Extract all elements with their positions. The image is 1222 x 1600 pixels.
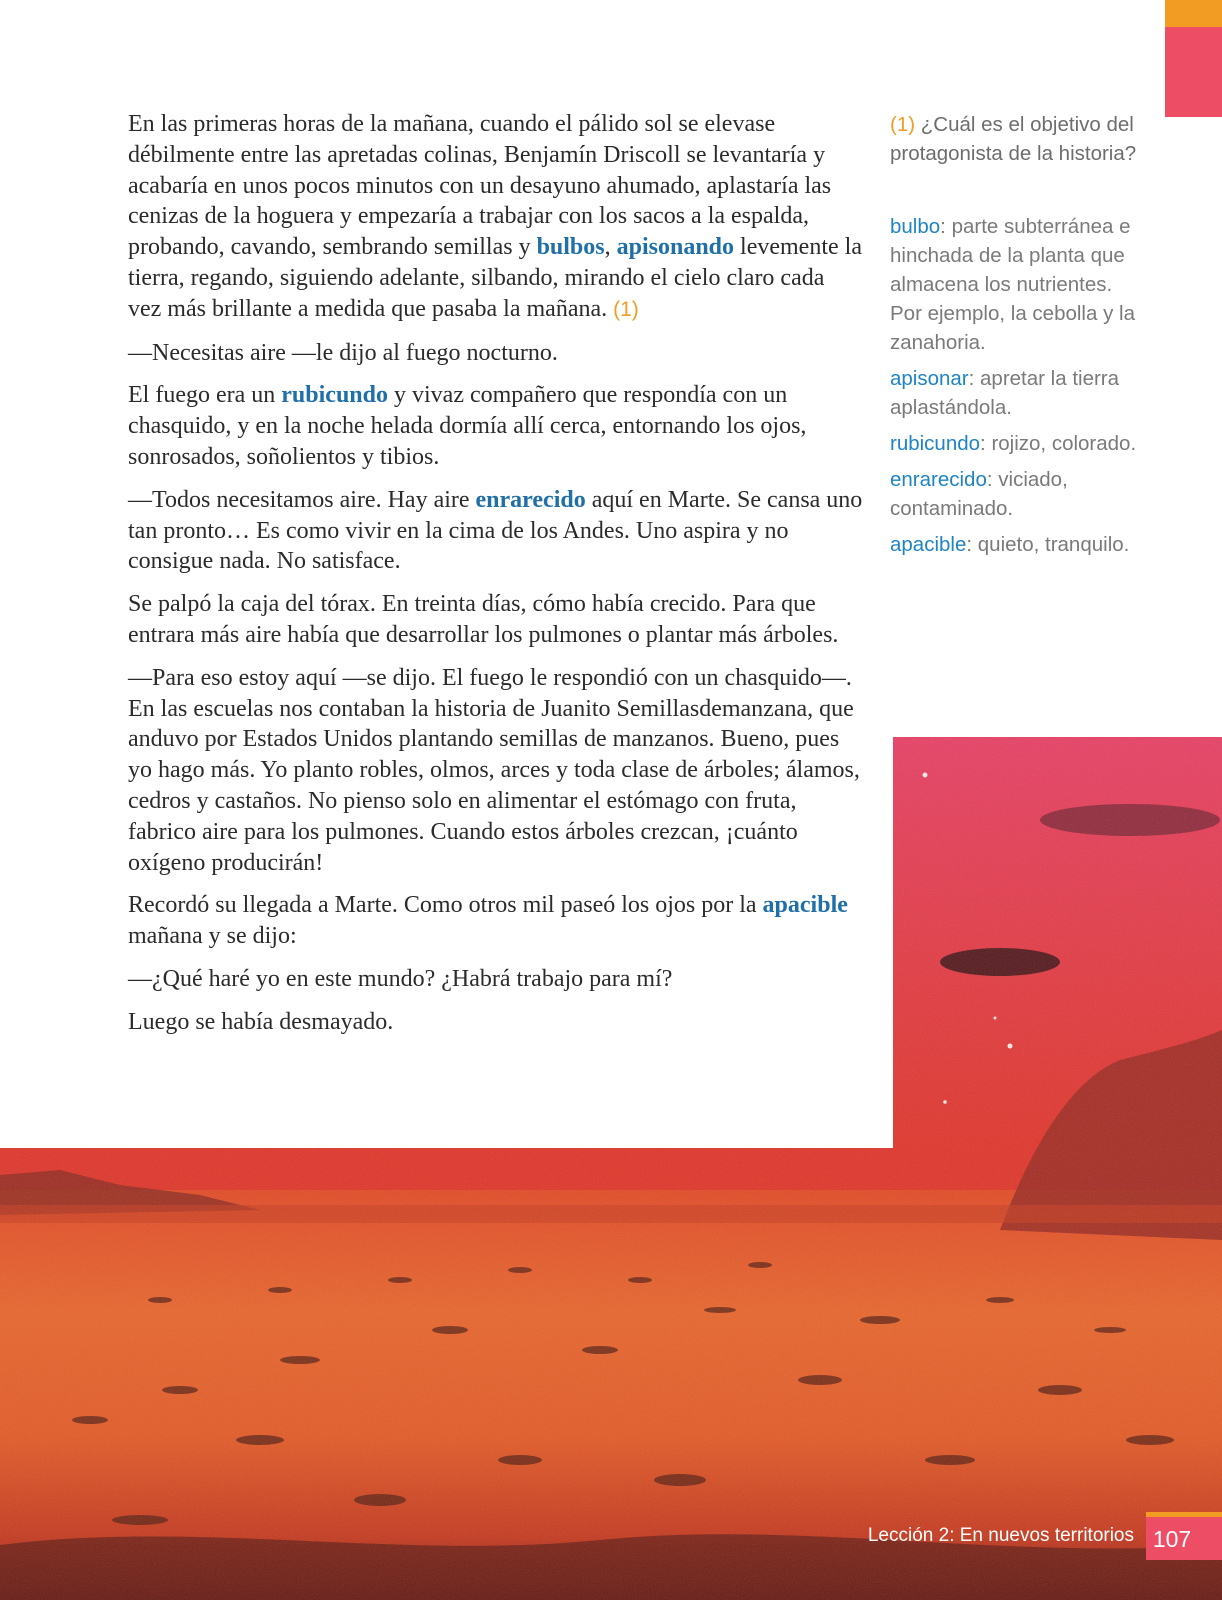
story-paragraph xyxy=(128,485,863,577)
glossary-term-link: apisonando xyxy=(616,234,735,261)
glossary-term: apisonar xyxy=(890,367,969,390)
glossary-term-link: apacible xyxy=(762,892,848,919)
text-run: —¿Qué haré yo en este mundo? ¿Habrá trabajo para mí? xyxy=(128,965,673,992)
tab-orange-marker xyxy=(1165,0,1222,27)
text-run: —Necesitas aire —le dijo al fuego nocturno. xyxy=(128,339,558,366)
text-run: aquí en Marte. Se cansa uno tan pronto… Es como vivir en la cima de los Andes. Uno aspira y no consigue nada. No satisface. xyxy=(128,486,863,575)
text-run: El fuego era un xyxy=(128,382,282,409)
story-paragraph xyxy=(128,964,863,995)
glossary-definition: : parte subterránea e hinchada de la planta que almacena los nutrientes. Por ejemplo, la cebolla y la zanahoria. xyxy=(890,215,1135,354)
lesson-title: Lección 2: En nuevos territorios xyxy=(867,1525,1134,1546)
text-run: , xyxy=(604,234,617,261)
question-marker: (1) xyxy=(613,297,639,321)
glossary-term-link: rubicundo xyxy=(281,382,388,409)
text-run: —Todos necesitamos aire. Hay aire xyxy=(128,486,476,513)
story-text xyxy=(128,109,863,1050)
glossary-term: enrarecido xyxy=(890,468,987,491)
story-paragraph xyxy=(128,1007,863,1038)
tab-pink-marker xyxy=(1165,27,1222,117)
glossary-definition: : apretar la tierra aplastándola. xyxy=(890,367,1120,419)
text-run: Luego se había desmayado. xyxy=(128,1008,394,1035)
text-run: mañana y se dijo: xyxy=(128,923,297,950)
text-run: Se palpó la caja del tórax. En treinta días, cómo había crecido. Para que entrara más aire había que desarrollar los pulmones o plantar más árboles. xyxy=(128,591,839,648)
glossary-term: bulbo xyxy=(890,215,941,238)
glossary-entry xyxy=(890,429,1145,458)
story-paragraph xyxy=(128,663,863,879)
text-run: y vivaz compañero que respondía con un chasquido, y en la noche helada dormía allí cerca, entornando los ojos, sonrosados, soñolientos y tibios. xyxy=(128,382,807,470)
glossary-term-link: enrarecido xyxy=(475,486,586,513)
glossary-definition: : quieto, tranquilo. xyxy=(966,533,1130,556)
glossary-entry xyxy=(890,364,1145,422)
glossary-term: rubicundo xyxy=(890,432,981,455)
text-run: Recordó su llegada a Marte. Como otros mil paseó los ojos por la xyxy=(128,892,763,919)
story-paragraph xyxy=(128,338,863,369)
sidebar xyxy=(890,110,1145,566)
glossary xyxy=(890,212,1145,559)
glossary-definition: : rojizo, colorado. xyxy=(980,432,1137,455)
glossary-entry xyxy=(890,465,1145,523)
text-run: —Para eso estoy aquí —se dijo. El fuego le respondió con un chasquido—. En las escuelas nos contaban la historia de Juanito Semillasdemanzana, que anduvo por Estados Unidos plantando semillas de manzanos. Bueno, pues yo hago más. Yo planto robles, olmos, arces y toda clase de árboles; álamos, cedros y castaños. No pienso solo en alimentar el estómago con fruta, fabrico aire para los pulmones. Cuando estos árboles crezcan, ¡cuánto oxígeno producirán! xyxy=(128,664,860,876)
story-paragraph xyxy=(128,890,863,952)
glossary-term: apacible xyxy=(890,533,967,556)
question-text: ¿Cuál es el objetivo del protagonista de la historia? xyxy=(890,113,1137,165)
text-run: En las primeras horas de la mañana, cuando el pálido sol se elevase débilmente entre las apretadas colinas, Benjamín Driscoll se levantaría y acabaría en unos pocos minutos con un desayuno ahumado, aplastaría las cenizas de la hoguera y empezaría a trabajar con los sacos a la espalda, probando, cavando, sembrando semillas y xyxy=(128,111,832,261)
page-number: 107 xyxy=(1152,1526,1192,1552)
glossary-entry xyxy=(890,212,1145,357)
text-run: levemente la tierra, regando, siguiendo adelante, silbando, mirando el cielo claro cada vez más brillante a medida que pasaba la mañana. xyxy=(128,234,862,322)
glossary-term-link: bulbos xyxy=(536,234,605,261)
story-paragraph xyxy=(128,380,863,472)
page-number-badge xyxy=(1146,1512,1222,1560)
page-footer xyxy=(868,1512,1222,1560)
story-paragraph xyxy=(128,589,863,651)
glossary-entry xyxy=(890,530,1145,559)
question-number: (1) xyxy=(890,113,916,136)
glossary-definition: : viciado, contaminado. xyxy=(890,468,1068,520)
reading-question xyxy=(890,110,1145,168)
story-paragraph xyxy=(128,109,863,326)
